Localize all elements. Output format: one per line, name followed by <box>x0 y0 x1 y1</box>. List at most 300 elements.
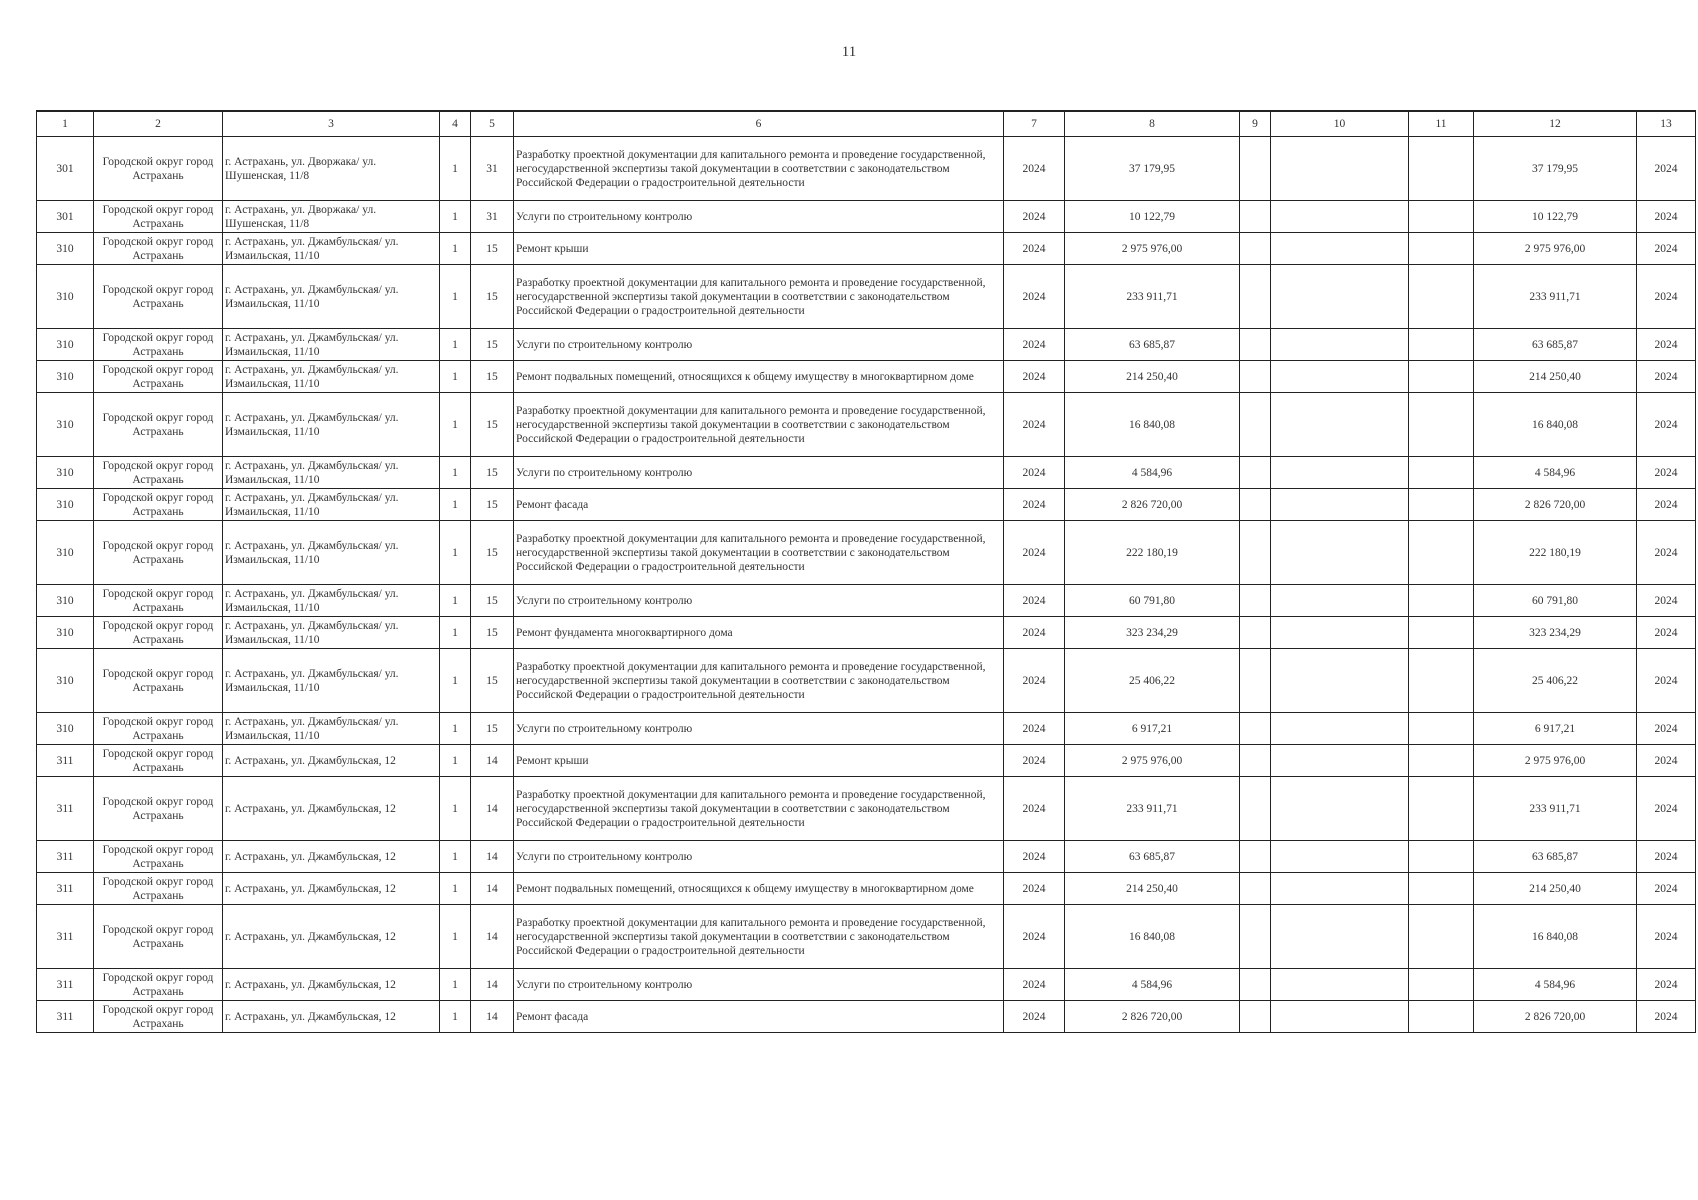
municipality-cell: Городской округ город Астрахань <box>94 201 223 233</box>
work-type-cell: Услуги по строительному контролю <box>514 585 1004 617</box>
work-type-cell: Разработку проектной документации для капитального ремонта и проведение государственной, негосударственной экспертизы такой документации в соответствии с законодательством Российской Федерации о градостроительной деятельности <box>514 137 1004 201</box>
cost-cell: 2 975 976,00 <box>1065 233 1240 265</box>
municipality-cell: Городской округ город Астрахань <box>94 585 223 617</box>
table-row <box>37 649 1696 713</box>
table-row <box>37 393 1696 457</box>
row-number-cell: 310 <box>37 265 94 329</box>
cost-cell: 63 685,87 <box>1065 841 1240 873</box>
row-number-cell: 311 <box>37 905 94 969</box>
end-year-cell: 2024 <box>1637 233 1696 265</box>
address-cell: г. Астрахань, ул. Джамбульская/ ул. Измаильская, 11/10 <box>223 233 440 265</box>
table-row <box>37 137 1696 201</box>
column-9-cell <box>1240 137 1271 201</box>
capital-repair-table <box>36 110 1696 1033</box>
column-4-cell: 1 <box>440 713 471 745</box>
column-header: 5 <box>471 111 514 137</box>
column-5-cell: 15 <box>471 233 514 265</box>
work-type-cell: Разработку проектной документации для капитального ремонта и проведение государственной, негосударственной экспертизы такой документации в соответствии с законодательством Российской Федерации о градостроительной деятельности <box>514 393 1004 457</box>
column-11-cell <box>1409 649 1474 713</box>
column-9-cell <box>1240 329 1271 361</box>
column-5-cell: 15 <box>471 457 514 489</box>
year-cell: 2024 <box>1004 905 1065 969</box>
address-cell: г. Астрахань, ул. Дворжака/ ул. Шушенская, 11/8 <box>223 201 440 233</box>
column-10-cell <box>1271 649 1409 713</box>
municipality-cell: Городской округ город Астрахань <box>94 1001 223 1033</box>
column-5-cell: 14 <box>471 1001 514 1033</box>
work-type-cell: Ремонт подвальных помещений, относящихся к общему имуществу в многоквартирном доме <box>514 361 1004 393</box>
column-10-cell <box>1271 489 1409 521</box>
address-cell: г. Астрахань, ул. Джамбульская/ ул. Измаильская, 11/10 <box>223 489 440 521</box>
column-5-cell: 14 <box>471 905 514 969</box>
column-4-cell: 1 <box>440 265 471 329</box>
work-type-cell: Ремонт фасада <box>514 1001 1004 1033</box>
cost-cell: 37 179,95 <box>1065 137 1240 201</box>
work-type-cell: Разработку проектной документации для капитального ремонта и проведение государственной, негосударственной экспертизы такой документации в соответствии с законодательством Российской Федерации о градостроительной деятельности <box>514 521 1004 585</box>
address-cell: г. Астрахань, ул. Джамбульская/ ул. Измаильская, 11/10 <box>223 649 440 713</box>
column-10-cell <box>1271 873 1409 905</box>
total-cell: 63 685,87 <box>1474 841 1637 873</box>
column-10-cell <box>1271 777 1409 841</box>
end-year-cell: 2024 <box>1637 745 1696 777</box>
end-year-cell: 2024 <box>1637 777 1696 841</box>
end-year-cell: 2024 <box>1637 457 1696 489</box>
column-5-cell: 15 <box>471 265 514 329</box>
municipality-cell: Городской округ город Астрахань <box>94 745 223 777</box>
column-5-cell: 14 <box>471 969 514 1001</box>
table-row <box>37 585 1696 617</box>
end-year-cell: 2024 <box>1637 873 1696 905</box>
column-5-cell: 31 <box>471 137 514 201</box>
total-cell: 2 975 976,00 <box>1474 233 1637 265</box>
column-9-cell <box>1240 905 1271 969</box>
column-4-cell: 1 <box>440 329 471 361</box>
municipality-cell: Городской округ город Астрахань <box>94 969 223 1001</box>
column-11-cell <box>1409 233 1474 265</box>
end-year-cell: 2024 <box>1637 617 1696 649</box>
work-type-cell: Разработку проектной документации для капитального ремонта и проведение государственной, негосударственной экспертизы такой документации в соответствии с законодательством Российской Федерации о градостроительной деятельности <box>514 905 1004 969</box>
address-cell: г. Астрахань, ул. Джамбульская/ ул. Измаильская, 11/10 <box>223 329 440 361</box>
municipality-cell: Городской округ город Астрахань <box>94 233 223 265</box>
column-11-cell <box>1409 1001 1474 1033</box>
column-10-cell <box>1271 745 1409 777</box>
column-5-cell: 15 <box>471 521 514 585</box>
end-year-cell: 2024 <box>1637 329 1696 361</box>
municipality-cell: Городской округ город Астрахань <box>94 361 223 393</box>
work-type-cell: Услуги по строительному контролю <box>514 713 1004 745</box>
municipality-cell: Городской округ город Астрахань <box>94 713 223 745</box>
total-cell: 37 179,95 <box>1474 137 1637 201</box>
table-row <box>37 201 1696 233</box>
row-number-cell: 310 <box>37 361 94 393</box>
table-row <box>37 617 1696 649</box>
address-cell: г. Астрахань, ул. Джамбульская/ ул. Измаильская, 11/10 <box>223 265 440 329</box>
cost-cell: 16 840,08 <box>1065 905 1240 969</box>
column-11-cell <box>1409 969 1474 1001</box>
address-cell: г. Астрахань, ул. Дворжака/ ул. Шушенская, 11/8 <box>223 137 440 201</box>
column-9-cell <box>1240 841 1271 873</box>
total-cell: 233 911,71 <box>1474 777 1637 841</box>
column-10-cell <box>1271 361 1409 393</box>
column-5-cell: 15 <box>471 713 514 745</box>
cost-cell: 233 911,71 <box>1065 265 1240 329</box>
column-10-cell <box>1271 905 1409 969</box>
municipality-cell: Городской округ город Астрахань <box>94 841 223 873</box>
year-cell: 2024 <box>1004 489 1065 521</box>
column-9-cell <box>1240 713 1271 745</box>
column-10-cell <box>1271 137 1409 201</box>
work-type-cell: Ремонт фундамента многоквартирного дома <box>514 617 1004 649</box>
column-9-cell <box>1240 1001 1271 1033</box>
table-row <box>37 969 1696 1001</box>
work-type-cell: Услуги по строительному контролю <box>514 841 1004 873</box>
total-cell: 2 975 976,00 <box>1474 745 1637 777</box>
municipality-cell: Городской округ город Астрахань <box>94 329 223 361</box>
column-10-cell <box>1271 457 1409 489</box>
table-row <box>37 457 1696 489</box>
table-row <box>37 745 1696 777</box>
column-5-cell: 14 <box>471 841 514 873</box>
column-5-cell: 14 <box>471 873 514 905</box>
column-5-cell: 14 <box>471 745 514 777</box>
address-cell: г. Астрахань, ул. Джамбульская, 12 <box>223 905 440 969</box>
total-cell: 2 826 720,00 <box>1474 489 1637 521</box>
column-10-cell <box>1271 841 1409 873</box>
work-type-cell: Услуги по строительному контролю <box>514 969 1004 1001</box>
cost-cell: 60 791,80 <box>1065 585 1240 617</box>
total-cell: 16 840,08 <box>1474 905 1637 969</box>
column-4-cell: 1 <box>440 873 471 905</box>
column-4-cell: 1 <box>440 1001 471 1033</box>
year-cell: 2024 <box>1004 233 1065 265</box>
year-cell: 2024 <box>1004 873 1065 905</box>
column-4-cell: 1 <box>440 649 471 713</box>
column-11-cell <box>1409 201 1474 233</box>
column-5-cell: 15 <box>471 329 514 361</box>
table-row <box>37 841 1696 873</box>
end-year-cell: 2024 <box>1637 841 1696 873</box>
total-cell: 10 122,79 <box>1474 201 1637 233</box>
year-cell: 2024 <box>1004 841 1065 873</box>
total-cell: 25 406,22 <box>1474 649 1637 713</box>
column-4-cell: 1 <box>440 233 471 265</box>
work-type-cell: Разработку проектной документации для капитального ремонта и проведение государственной, негосударственной экспертизы такой документации в соответствии с законодательством Российской Федерации о градостроительной деятельности <box>514 649 1004 713</box>
column-header: 6 <box>514 111 1004 137</box>
municipality-cell: Городской округ город Астрахань <box>94 905 223 969</box>
column-9-cell <box>1240 201 1271 233</box>
end-year-cell: 2024 <box>1637 521 1696 585</box>
row-number-cell: 310 <box>37 617 94 649</box>
column-5-cell: 15 <box>471 489 514 521</box>
column-number-header-row <box>37 111 1696 137</box>
column-5-cell: 15 <box>471 361 514 393</box>
table-row <box>37 873 1696 905</box>
year-cell: 2024 <box>1004 521 1065 585</box>
table-row <box>37 329 1696 361</box>
row-number-cell: 310 <box>37 489 94 521</box>
table-row <box>37 265 1696 329</box>
column-9-cell <box>1240 873 1271 905</box>
municipality-cell: Городской округ город Астрахань <box>94 489 223 521</box>
column-11-cell <box>1409 457 1474 489</box>
column-4-cell: 1 <box>440 841 471 873</box>
work-type-cell: Услуги по строительному контролю <box>514 329 1004 361</box>
end-year-cell: 2024 <box>1637 969 1696 1001</box>
work-type-cell: Разработку проектной документации для капитального ремонта и проведение государственной, негосударственной экспертизы такой документации в соответствии с законодательством Российской Федерации о градостроительной деятельности <box>514 265 1004 329</box>
year-cell: 2024 <box>1004 329 1065 361</box>
work-type-cell: Ремонт крыши <box>514 745 1004 777</box>
column-5-cell: 31 <box>471 201 514 233</box>
column-11-cell <box>1409 521 1474 585</box>
column-4-cell: 1 <box>440 201 471 233</box>
column-header: 3 <box>223 111 440 137</box>
address-cell: г. Астрахань, ул. Джамбульская, 12 <box>223 745 440 777</box>
column-9-cell <box>1240 969 1271 1001</box>
address-cell: г. Астрахань, ул. Джамбульская/ ул. Измаильская, 11/10 <box>223 361 440 393</box>
row-number-cell: 310 <box>37 585 94 617</box>
column-9-cell <box>1240 489 1271 521</box>
column-9-cell <box>1240 745 1271 777</box>
table-row <box>37 777 1696 841</box>
row-number-cell: 310 <box>37 521 94 585</box>
column-10-cell <box>1271 201 1409 233</box>
end-year-cell: 2024 <box>1637 393 1696 457</box>
column-11-cell <box>1409 137 1474 201</box>
year-cell: 2024 <box>1004 745 1065 777</box>
column-header: 9 <box>1240 111 1271 137</box>
municipality-cell: Городской округ город Астрахань <box>94 393 223 457</box>
cost-cell: 6 917,21 <box>1065 713 1240 745</box>
column-11-cell <box>1409 585 1474 617</box>
column-4-cell: 1 <box>440 457 471 489</box>
total-cell: 214 250,40 <box>1474 873 1637 905</box>
row-number-cell: 311 <box>37 777 94 841</box>
column-10-cell <box>1271 969 1409 1001</box>
column-11-cell <box>1409 777 1474 841</box>
work-type-cell: Ремонт подвальных помещений, относящихся к общему имуществу в многоквартирном доме <box>514 873 1004 905</box>
total-cell: 214 250,40 <box>1474 361 1637 393</box>
address-cell: г. Астрахань, ул. Джамбульская, 12 <box>223 969 440 1001</box>
year-cell: 2024 <box>1004 617 1065 649</box>
year-cell: 2024 <box>1004 1001 1065 1033</box>
municipality-cell: Городской округ город Астрахань <box>94 617 223 649</box>
column-10-cell <box>1271 393 1409 457</box>
column-header: 13 <box>1637 111 1696 137</box>
column-10-cell <box>1271 585 1409 617</box>
column-11-cell <box>1409 393 1474 457</box>
column-9-cell <box>1240 617 1271 649</box>
row-number-cell: 311 <box>37 841 94 873</box>
column-header: 10 <box>1271 111 1409 137</box>
end-year-cell: 2024 <box>1637 361 1696 393</box>
cost-cell: 16 840,08 <box>1065 393 1240 457</box>
cost-cell: 214 250,40 <box>1065 873 1240 905</box>
column-10-cell <box>1271 233 1409 265</box>
year-cell: 2024 <box>1004 137 1065 201</box>
cost-cell: 2 975 976,00 <box>1065 745 1240 777</box>
column-11-cell <box>1409 713 1474 745</box>
column-9-cell <box>1240 457 1271 489</box>
municipality-cell: Городской округ город Астрахань <box>94 521 223 585</box>
column-5-cell: 15 <box>471 649 514 713</box>
cost-cell: 63 685,87 <box>1065 329 1240 361</box>
year-cell: 2024 <box>1004 457 1065 489</box>
table-row <box>37 713 1696 745</box>
cost-cell: 4 584,96 <box>1065 457 1240 489</box>
work-type-cell: Ремонт фасада <box>514 489 1004 521</box>
address-cell: г. Астрахань, ул. Джамбульская, 12 <box>223 841 440 873</box>
column-5-cell: 14 <box>471 777 514 841</box>
column-11-cell <box>1409 329 1474 361</box>
row-number-cell: 311 <box>37 873 94 905</box>
column-5-cell: 15 <box>471 393 514 457</box>
table-row <box>37 521 1696 585</box>
end-year-cell: 2024 <box>1637 585 1696 617</box>
column-11-cell <box>1409 361 1474 393</box>
year-cell: 2024 <box>1004 713 1065 745</box>
column-9-cell <box>1240 585 1271 617</box>
column-4-cell: 1 <box>440 745 471 777</box>
year-cell: 2024 <box>1004 201 1065 233</box>
address-cell: г. Астрахань, ул. Джамбульская, 12 <box>223 777 440 841</box>
column-header: 8 <box>1065 111 1240 137</box>
end-year-cell: 2024 <box>1637 649 1696 713</box>
work-type-cell: Услуги по строительному контролю <box>514 201 1004 233</box>
column-11-cell <box>1409 841 1474 873</box>
municipality-cell: Городской округ город Астрахань <box>94 137 223 201</box>
cost-cell: 233 911,71 <box>1065 777 1240 841</box>
cost-cell: 2 826 720,00 <box>1065 489 1240 521</box>
municipality-cell: Городской округ город Астрахань <box>94 649 223 713</box>
column-5-cell: 15 <box>471 585 514 617</box>
column-4-cell: 1 <box>440 361 471 393</box>
row-number-cell: 310 <box>37 457 94 489</box>
column-9-cell <box>1240 649 1271 713</box>
column-11-cell <box>1409 905 1474 969</box>
column-4-cell: 1 <box>440 905 471 969</box>
table-row <box>37 233 1696 265</box>
column-9-cell <box>1240 521 1271 585</box>
municipality-cell: Городской округ город Астрахань <box>94 777 223 841</box>
column-10-cell <box>1271 1001 1409 1033</box>
work-type-cell: Разработку проектной документации для капитального ремонта и проведение государственной, негосударственной экспертизы такой документации в соответствии с законодательством Российской Федерации о градостроительной деятельности <box>514 777 1004 841</box>
end-year-cell: 2024 <box>1637 137 1696 201</box>
year-cell: 2024 <box>1004 969 1065 1001</box>
cost-cell: 10 122,79 <box>1065 201 1240 233</box>
year-cell: 2024 <box>1004 393 1065 457</box>
municipality-cell: Городской округ город Астрахань <box>94 873 223 905</box>
table-row <box>37 1001 1696 1033</box>
total-cell: 222 180,19 <box>1474 521 1637 585</box>
column-10-cell <box>1271 617 1409 649</box>
column-4-cell: 1 <box>440 489 471 521</box>
address-cell: г. Астрахань, ул. Джамбульская/ ул. Измаильская, 11/10 <box>223 393 440 457</box>
cost-cell: 214 250,40 <box>1065 361 1240 393</box>
column-9-cell <box>1240 233 1271 265</box>
total-cell: 4 584,96 <box>1474 457 1637 489</box>
column-9-cell <box>1240 361 1271 393</box>
row-number-cell: 311 <box>37 1001 94 1033</box>
table-row <box>37 905 1696 969</box>
column-11-cell <box>1409 265 1474 329</box>
row-number-cell: 310 <box>37 649 94 713</box>
end-year-cell: 2024 <box>1637 1001 1696 1033</box>
row-number-cell: 310 <box>37 329 94 361</box>
end-year-cell: 2024 <box>1637 265 1696 329</box>
table-row <box>37 489 1696 521</box>
address-cell: г. Астрахань, ул. Джамбульская/ ул. Измаильская, 11/10 <box>223 713 440 745</box>
row-number-cell: 310 <box>37 393 94 457</box>
column-11-cell <box>1409 745 1474 777</box>
column-header: 4 <box>440 111 471 137</box>
work-type-cell: Ремонт крыши <box>514 233 1004 265</box>
work-type-cell: Услуги по строительному контролю <box>514 457 1004 489</box>
column-4-cell: 1 <box>440 585 471 617</box>
column-4-cell: 1 <box>440 969 471 1001</box>
total-cell: 233 911,71 <box>1474 265 1637 329</box>
column-4-cell: 1 <box>440 393 471 457</box>
end-year-cell: 2024 <box>1637 201 1696 233</box>
address-cell: г. Астрахань, ул. Джамбульская/ ул. Измаильская, 11/10 <box>223 521 440 585</box>
total-cell: 60 791,80 <box>1474 585 1637 617</box>
year-cell: 2024 <box>1004 361 1065 393</box>
page-number: 11 <box>841 44 857 60</box>
table-row <box>37 361 1696 393</box>
total-cell: 2 826 720,00 <box>1474 1001 1637 1033</box>
column-11-cell <box>1409 617 1474 649</box>
column-4-cell: 1 <box>440 521 471 585</box>
cost-cell: 2 826 720,00 <box>1065 1001 1240 1033</box>
column-10-cell <box>1271 329 1409 361</box>
column-9-cell <box>1240 393 1271 457</box>
column-4-cell: 1 <box>440 617 471 649</box>
cost-cell: 25 406,22 <box>1065 649 1240 713</box>
row-number-cell: 310 <box>37 233 94 265</box>
row-number-cell: 311 <box>37 745 94 777</box>
column-11-cell <box>1409 489 1474 521</box>
total-cell: 4 584,96 <box>1474 969 1637 1001</box>
year-cell: 2024 <box>1004 777 1065 841</box>
row-number-cell: 301 <box>37 137 94 201</box>
column-10-cell <box>1271 713 1409 745</box>
municipality-cell: Городской округ город Астрахань <box>94 265 223 329</box>
column-10-cell <box>1271 521 1409 585</box>
cost-cell: 4 584,96 <box>1065 969 1240 1001</box>
address-cell: г. Астрахань, ул. Джамбульская, 12 <box>223 1001 440 1033</box>
address-cell: г. Астрахань, ул. Джамбульская/ ул. Измаильская, 11/10 <box>223 617 440 649</box>
row-number-cell: 301 <box>37 201 94 233</box>
year-cell: 2024 <box>1004 265 1065 329</box>
municipality-cell: Городской округ город Астрахань <box>94 457 223 489</box>
column-10-cell <box>1271 265 1409 329</box>
end-year-cell: 2024 <box>1637 713 1696 745</box>
total-cell: 63 685,87 <box>1474 329 1637 361</box>
cost-cell: 222 180,19 <box>1065 521 1240 585</box>
row-number-cell: 310 <box>37 713 94 745</box>
total-cell: 16 840,08 <box>1474 393 1637 457</box>
column-header: 2 <box>94 111 223 137</box>
total-cell: 323 234,29 <box>1474 617 1637 649</box>
column-4-cell: 1 <box>440 137 471 201</box>
address-cell: г. Астрахань, ул. Джамбульская/ ул. Измаильская, 11/10 <box>223 457 440 489</box>
total-cell: 6 917,21 <box>1474 713 1637 745</box>
address-cell: г. Астрахань, ул. Джамбульская, 12 <box>223 873 440 905</box>
year-cell: 2024 <box>1004 649 1065 713</box>
end-year-cell: 2024 <box>1637 905 1696 969</box>
year-cell: 2024 <box>1004 585 1065 617</box>
column-5-cell: 15 <box>471 617 514 649</box>
cost-cell: 323 234,29 <box>1065 617 1240 649</box>
column-4-cell: 1 <box>440 777 471 841</box>
